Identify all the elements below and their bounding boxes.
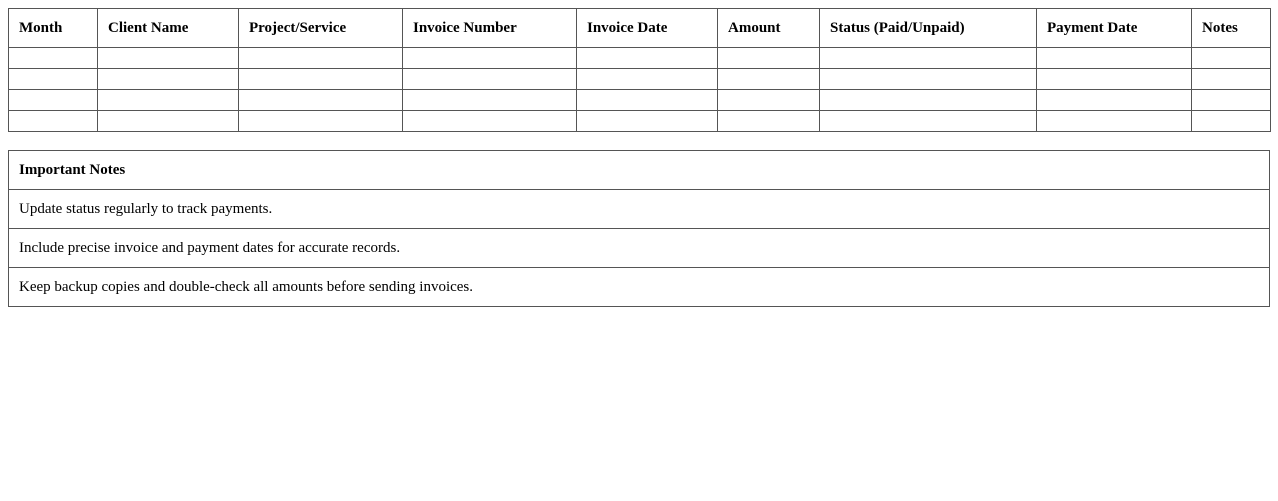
table-cell[interactable] (577, 69, 718, 90)
table-row (9, 69, 1271, 90)
table-cell[interactable] (718, 90, 820, 111)
table-cell[interactable] (239, 69, 403, 90)
table-cell[interactable] (98, 48, 239, 69)
table-cell[interactable] (718, 48, 820, 69)
column-header-amount: Amount (718, 9, 820, 48)
invoice-table (8, 8, 1271, 132)
table-cell[interactable] (403, 90, 577, 111)
table-cell[interactable] (403, 69, 577, 90)
table-cell[interactable] (820, 69, 1037, 90)
column-header-client-name: Client Name (98, 9, 239, 48)
list-item (9, 229, 1270, 268)
table-cell[interactable] (9, 48, 98, 69)
table-cell[interactable] (403, 48, 577, 69)
table-cell[interactable] (98, 111, 239, 132)
table-cell[interactable] (9, 90, 98, 111)
table-cell[interactable] (577, 111, 718, 132)
table-cell[interactable] (98, 90, 239, 111)
table-cell[interactable] (718, 69, 820, 90)
table-cell[interactable] (820, 48, 1037, 69)
column-header-status: Status (Paid/Unpaid) (820, 9, 1037, 48)
table-cell[interactable] (820, 111, 1037, 132)
notes-header-row (9, 151, 1270, 190)
table-cell[interactable] (239, 111, 403, 132)
notes-title: Important Notes (9, 151, 1270, 190)
table-cell[interactable] (9, 69, 98, 90)
note-text: Update status regularly to track payments. (9, 190, 1270, 229)
table-row (9, 90, 1271, 111)
table-cell[interactable] (239, 48, 403, 69)
table-cell[interactable] (718, 111, 820, 132)
table-cell[interactable] (1037, 48, 1192, 69)
column-header-notes: Notes (1192, 9, 1271, 48)
table-cell[interactable] (1192, 111, 1271, 132)
column-header-month: Month (9, 9, 98, 48)
column-header-invoice-number: Invoice Number (403, 9, 577, 48)
column-header-project-service: Project/Service (239, 9, 403, 48)
table-row (9, 111, 1271, 132)
table-cell[interactable] (1192, 48, 1271, 69)
list-item (9, 268, 1270, 307)
table-row (9, 48, 1271, 69)
table-cell[interactable] (239, 90, 403, 111)
column-header-payment-date: Payment Date (1037, 9, 1192, 48)
table-cell[interactable] (1037, 111, 1192, 132)
table-cell[interactable] (98, 69, 239, 90)
table-cell[interactable] (403, 111, 577, 132)
table-cell[interactable] (1037, 69, 1192, 90)
table-cell[interactable] (820, 90, 1037, 111)
list-item (9, 190, 1270, 229)
note-text: Keep backup copies and double-check all amounts before sending invoices. (9, 268, 1270, 307)
column-header-invoice-date: Invoice Date (577, 9, 718, 48)
table-cell[interactable] (1192, 69, 1271, 90)
table-cell[interactable] (9, 111, 98, 132)
important-notes-table (8, 150, 1270, 307)
table-cell[interactable] (1037, 90, 1192, 111)
note-text: Include precise invoice and payment dates for accurate records. (9, 229, 1270, 268)
table-cell[interactable] (1192, 90, 1271, 111)
table-cell[interactable] (577, 48, 718, 69)
table-header-row (9, 9, 1271, 48)
table-cell[interactable] (577, 90, 718, 111)
